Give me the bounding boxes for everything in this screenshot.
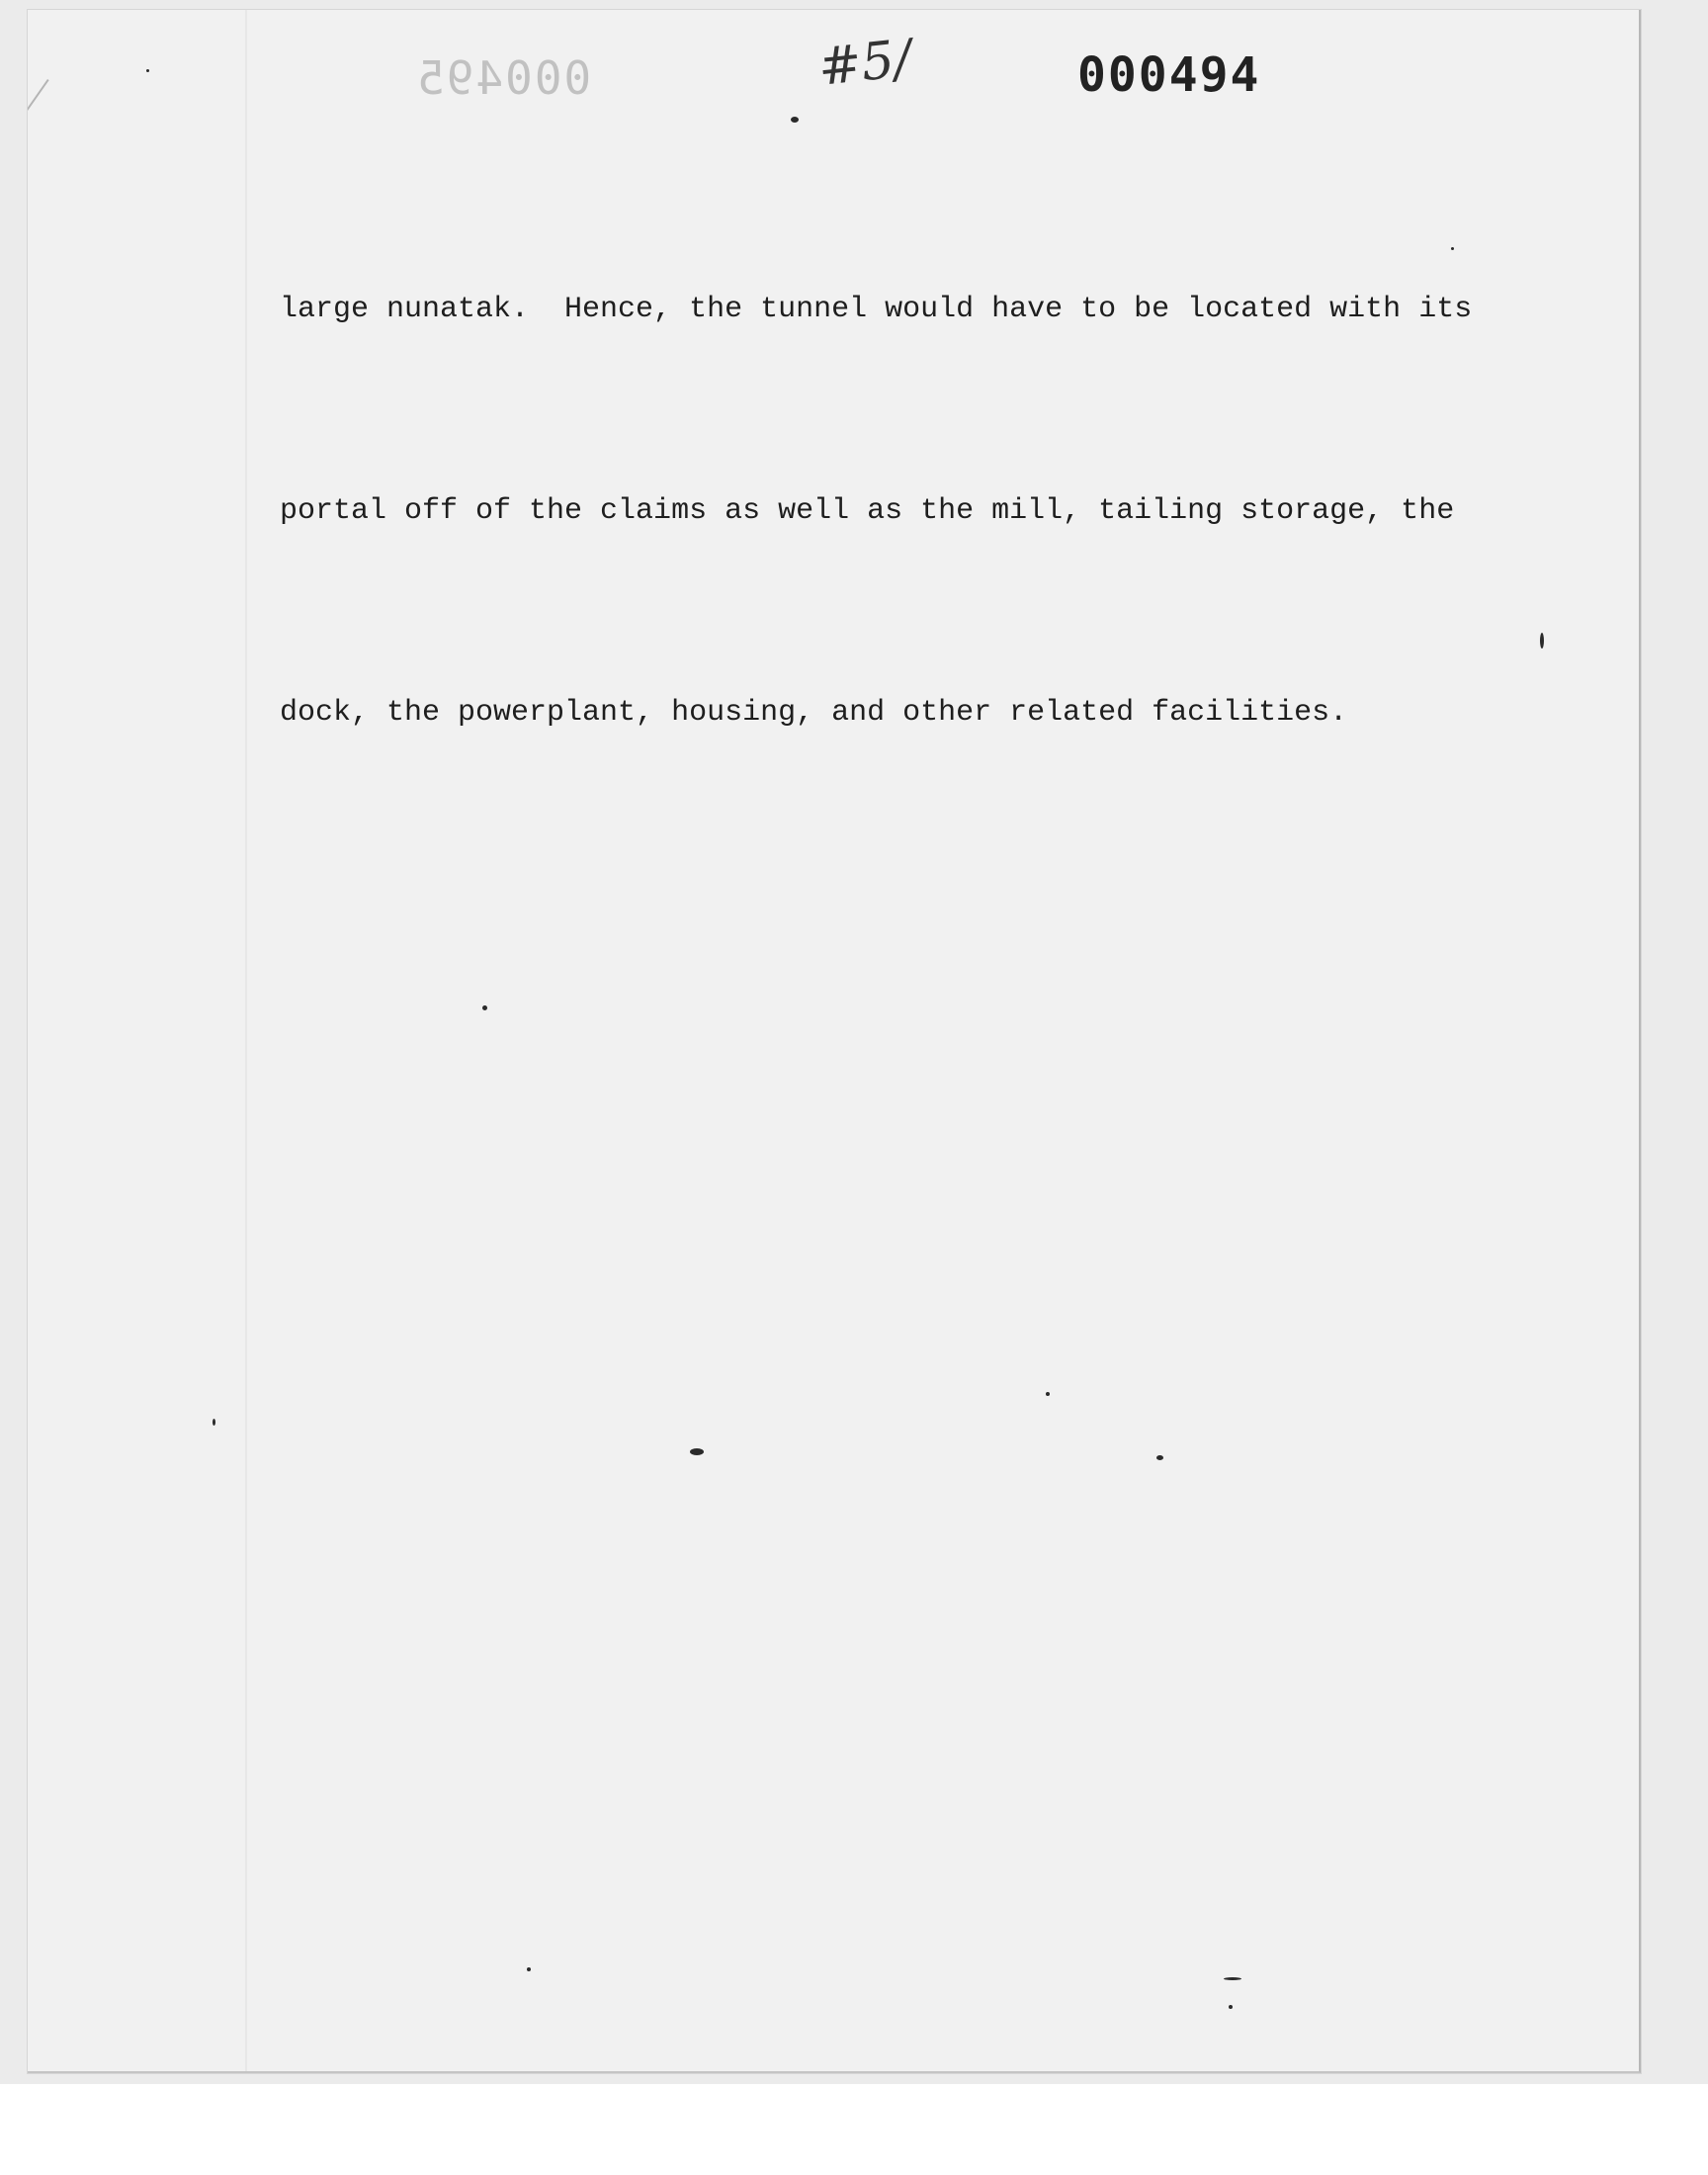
scan-speck <box>482 1005 487 1010</box>
bleed-through-stamp: 000495 <box>415 51 592 105</box>
body-line-2: portal off of the claims as well as the mill, tailing storage, the <box>280 494 1455 528</box>
document-page <box>28 10 1641 2073</box>
page-fold <box>245 10 247 2071</box>
scan-speck <box>1156 1455 1163 1460</box>
scan-speck <box>527 1967 531 1971</box>
scan-speck <box>1046 1392 1050 1396</box>
scan-speck <box>1540 633 1544 649</box>
scan-speck <box>690 1448 704 1455</box>
scan-speck <box>1224 1977 1241 1980</box>
scan-speck <box>1451 247 1454 250</box>
scan-speck <box>146 69 149 72</box>
scan-speck <box>213 1419 215 1426</box>
body-line-3: dock, the powerplant, housing, and other related facilities. <box>280 696 1348 730</box>
scan-margin <box>0 2084 1708 2175</box>
page-number-stamp: 000494 <box>1077 47 1261 103</box>
scan-speck <box>1229 2005 1233 2009</box>
body-line-1: large nunatak. Hence, the tunnel would have to be located with its <box>280 293 1473 326</box>
body-text <box>280 141 1473 881</box>
scan-speck <box>791 117 799 123</box>
handwritten-annotation: #5/ <box>815 29 915 98</box>
page-crease <box>28 79 49 226</box>
